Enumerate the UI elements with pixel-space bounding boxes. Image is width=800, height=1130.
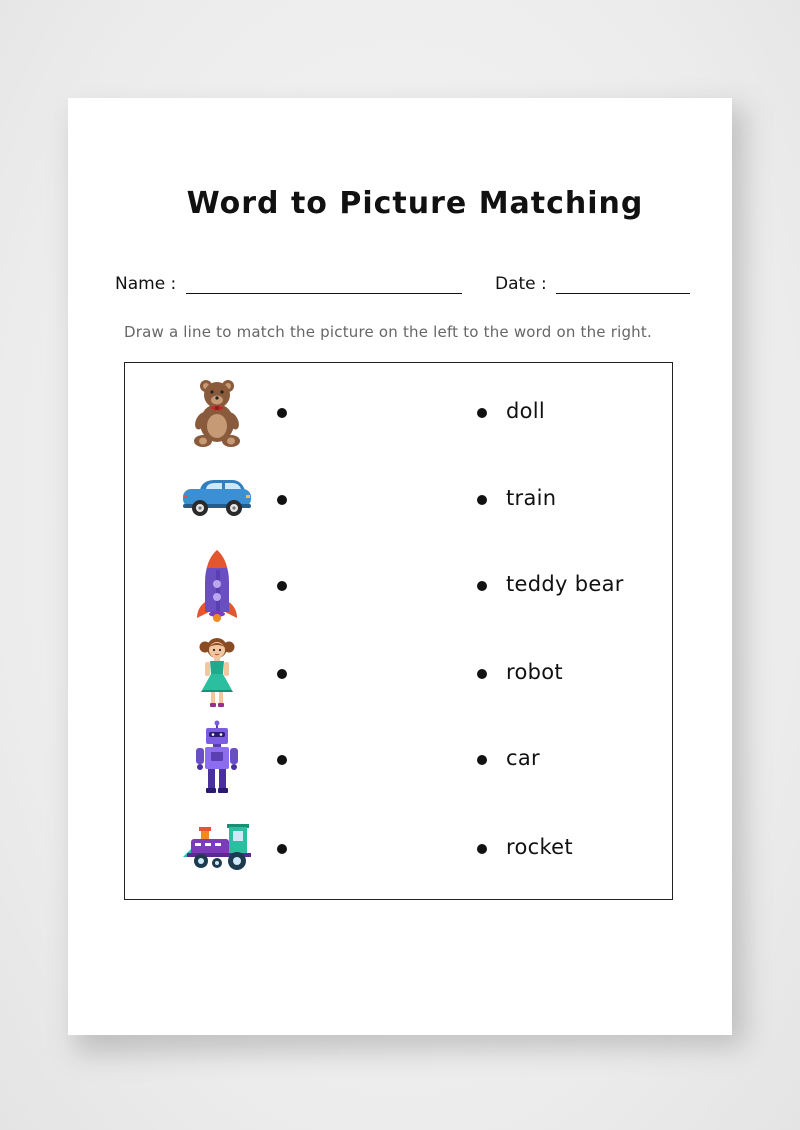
right-match-dot[interactable] bbox=[477, 844, 487, 854]
match-row bbox=[125, 460, 672, 540]
match-row bbox=[125, 634, 672, 714]
right-match-dot[interactable] bbox=[477, 755, 487, 765]
matching-box bbox=[124, 362, 673, 900]
date-blank-line[interactable] bbox=[556, 275, 690, 294]
name-field bbox=[115, 274, 462, 294]
car-icon bbox=[179, 460, 259, 540]
date-label: Date : bbox=[495, 274, 547, 294]
doll-icon bbox=[179, 634, 259, 714]
left-match-dot[interactable] bbox=[277, 669, 287, 679]
left-match-dot[interactable] bbox=[277, 408, 287, 418]
left-match-dot[interactable] bbox=[277, 495, 287, 505]
match-row bbox=[125, 546, 672, 626]
match-word: doll bbox=[506, 399, 546, 423]
worksheet-title: Word to Picture Matching bbox=[186, 186, 644, 221]
worksheet-page bbox=[68, 98, 732, 1035]
match-word: robot bbox=[506, 660, 563, 684]
match-word: teddy bear bbox=[506, 572, 624, 596]
right-match-dot[interactable] bbox=[477, 669, 487, 679]
right-match-dot[interactable] bbox=[477, 408, 487, 418]
match-row bbox=[125, 720, 672, 800]
teddy-bear-icon bbox=[179, 373, 259, 453]
left-match-dot[interactable] bbox=[277, 755, 287, 765]
match-word: rocket bbox=[506, 835, 573, 859]
rocket-icon bbox=[179, 546, 259, 626]
date-field bbox=[495, 274, 690, 294]
left-match-dot[interactable] bbox=[277, 844, 287, 854]
right-match-dot[interactable] bbox=[477, 581, 487, 591]
robot-icon bbox=[179, 720, 259, 800]
match-word: car bbox=[506, 746, 540, 770]
train-icon bbox=[179, 809, 259, 889]
name-blank-line[interactable] bbox=[186, 275, 462, 294]
instruction-text: Draw a line to match the picture on the left to the word on the right. bbox=[124, 323, 652, 341]
match-row bbox=[125, 809, 672, 889]
left-match-dot[interactable] bbox=[277, 581, 287, 591]
right-match-dot[interactable] bbox=[477, 495, 487, 505]
match-word: train bbox=[506, 486, 557, 510]
name-label: Name : bbox=[115, 274, 177, 294]
match-row bbox=[125, 373, 672, 453]
